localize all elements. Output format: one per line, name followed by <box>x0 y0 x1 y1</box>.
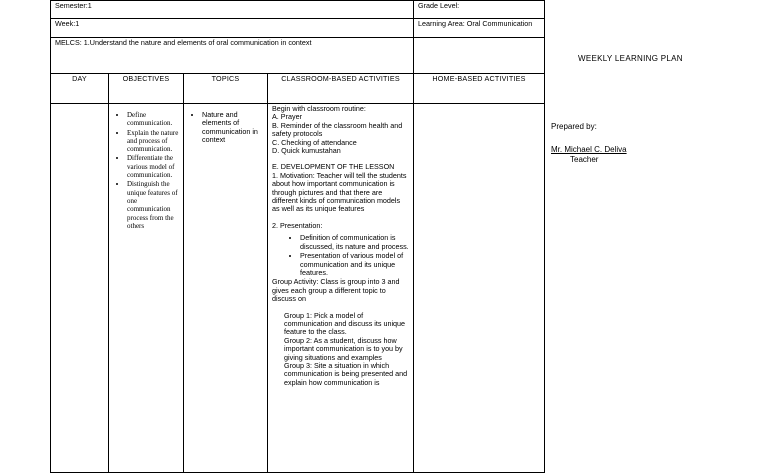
week-cell: Week:1 <box>51 19 414 38</box>
objectives-list <box>113 111 179 230</box>
objective-item: • Differentiate the various model of communication. <box>127 154 179 179</box>
topic-item: • Nature and elements of communication in context <box>202 111 263 145</box>
home-activities-cell <box>414 104 545 473</box>
presentation-heading: 2. Presentation: <box>272 220 323 230</box>
col-header-topics: TOPICS <box>184 74 268 104</box>
semester-cell: Semester:1 <box>51 1 414 19</box>
topics-cell <box>184 104 268 473</box>
group-item: Group 2: As a student, discuss how important communication is to you by giving situations and examples <box>284 335 403 362</box>
presentation-list <box>272 234 409 277</box>
col-header-objectives: OBJECTIVES <box>109 74 184 104</box>
objectives-cell <box>109 104 184 473</box>
group-activity-text: Group Activity: Class is group into 3 and gives each group a different topic to discuss on <box>272 277 400 304</box>
presentation-item: • Presentation of various model of communication and its unique features. <box>300 252 409 277</box>
col-header-classroom: CLASSROOM-BASED ACTIVITIES <box>268 74 414 104</box>
topics-list <box>188 111 263 145</box>
classroom-activities-cell <box>268 104 414 473</box>
routine-item: B. Reminder of the classroom health and safety protocols <box>272 120 403 139</box>
group-item: Group 1: Pick a model of communication and discuss its unique feature to the class. <box>284 310 406 337</box>
groups-list <box>272 312 409 388</box>
prepared-by-block <box>551 122 627 165</box>
learning-area-cell: Learning Area: Oral Communication <box>414 19 545 38</box>
routine-item: D. Quick kumustahan <box>272 146 341 156</box>
objective-item: • Explain the nature and process of communication. <box>127 129 179 154</box>
preparer-role: Teacher <box>570 155 599 164</box>
routine-intro: Begin with classroom routine: <box>272 104 366 113</box>
development-heading: E. DEVELOPMENT OF THE LESSON <box>272 162 395 172</box>
melcs-blank-cell <box>414 38 545 74</box>
motivation-text: 1. Motivation: Teacher will tell the students about how important communication is through pictures and that there are different kinds of communication models as well as its unique features <box>272 170 407 214</box>
routine-item: C. Checking of attendance <box>272 137 357 147</box>
preparer-name: Mr. Michael C. Deliva <box>551 145 627 154</box>
day-cell <box>51 104 109 473</box>
objective-item: • Distinguish the unique features of one communication process from the others <box>127 180 179 230</box>
routine-item: A. Prayer <box>272 112 302 122</box>
col-header-day: DAY <box>51 74 109 104</box>
objective-item: • Define communication. <box>127 111 179 128</box>
melcs-cell: MELCS: 1.Understand the nature and elements of oral communication in context <box>51 38 414 74</box>
document-title: WEEKLY LEARNING PLAN <box>578 54 683 63</box>
presentation-item: • Definition of communication is discussed, its nature and process. <box>300 234 409 251</box>
grade-level-cell: Grade Level: <box>414 1 545 19</box>
weekly-plan-table <box>50 0 545 473</box>
prepared-by-label: Prepared by: <box>551 122 597 131</box>
col-header-home: HOME-BASED ACTIVITIES <box>414 74 545 104</box>
group-item: Group 3: Site a situation in which communication is being presented and explain how communication is <box>284 360 408 387</box>
